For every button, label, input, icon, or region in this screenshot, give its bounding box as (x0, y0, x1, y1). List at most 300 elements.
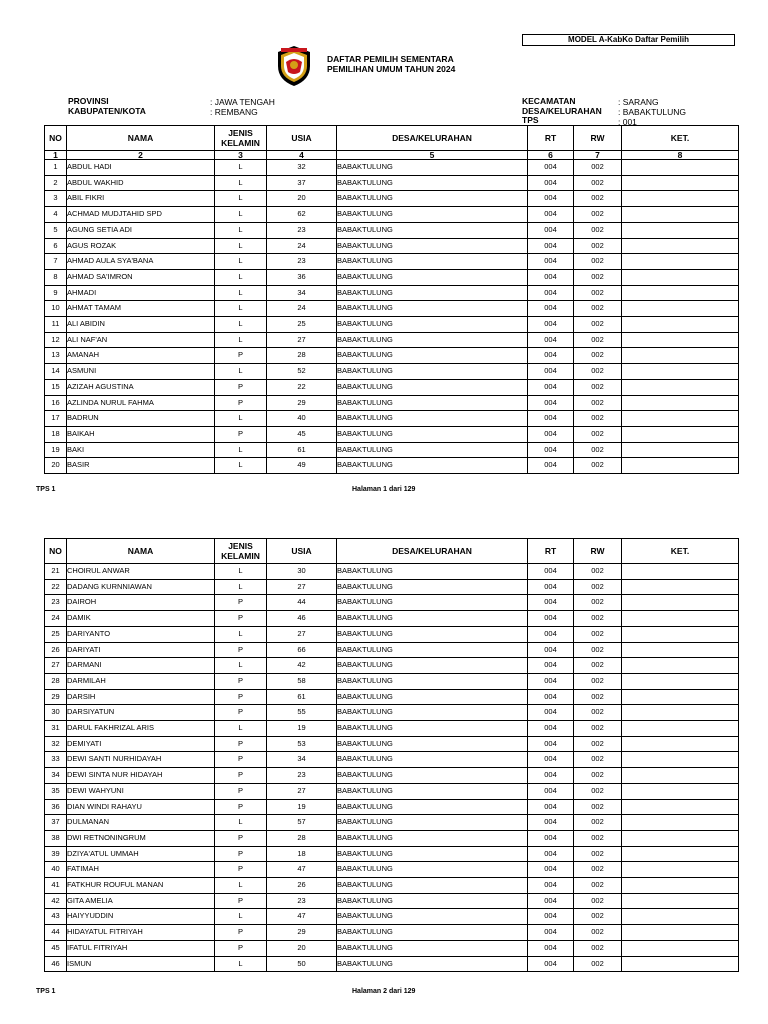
cell-no: 16 (45, 395, 67, 411)
cell-usia: 20 (267, 191, 337, 207)
cell-nama: DARIYATI (67, 642, 215, 658)
footer-page-number: Halaman 2 dari 129 (352, 988, 416, 995)
cell-rt: 004 (528, 705, 574, 721)
col-jenis-kelamin: JENIS KELAMIN (215, 539, 267, 564)
cell-jenis-kelamin: L (215, 332, 267, 348)
cell-jenis-kelamin: P (215, 595, 267, 611)
cell-rw: 002 (574, 191, 622, 207)
cell-rw: 002 (574, 956, 622, 972)
cell-nama: DAIROH (67, 595, 215, 611)
cell-desa: BABAKTULUNG (337, 348, 528, 364)
cell-ket (622, 411, 739, 427)
cell-no: 43 (45, 909, 67, 925)
col-rw: RW (574, 126, 622, 151)
table-row (45, 642, 739, 658)
table-row (45, 705, 739, 721)
cell-rt: 004 (528, 658, 574, 674)
cell-rw: 002 (574, 348, 622, 364)
cell-no: 21 (45, 564, 67, 580)
cell-desa: BABAKTULUNG (337, 878, 528, 894)
cell-rw: 002 (574, 893, 622, 909)
cell-rt: 004 (528, 736, 574, 752)
cell-rw: 002 (574, 395, 622, 411)
cell-ket (622, 175, 739, 191)
cell-rt: 004 (528, 940, 574, 956)
footer-page-number: Halaman 1 dari 129 (352, 486, 416, 493)
cell-jenis-kelamin: L (215, 878, 267, 894)
cell-usia: 18 (267, 846, 337, 862)
cell-no: 44 (45, 925, 67, 941)
cell-rw: 002 (574, 458, 622, 474)
cell-desa: BABAKTULUNG (337, 595, 528, 611)
cell-rt: 004 (528, 442, 574, 458)
table-row (45, 878, 739, 894)
cell-usia: 52 (267, 364, 337, 380)
table-row (45, 426, 739, 442)
cell-usia: 23 (267, 768, 337, 784)
cell-ket (622, 564, 739, 580)
cell-rt: 004 (528, 254, 574, 270)
cell-usia: 29 (267, 395, 337, 411)
cell-desa: BABAKTULUNG (337, 269, 528, 285)
cell-jenis-kelamin: L (215, 956, 267, 972)
col-usia: USIA (267, 539, 337, 564)
table-row (45, 160, 739, 176)
cell-rt: 004 (528, 862, 574, 878)
table-header-row (45, 539, 739, 564)
cell-no: 23 (45, 595, 67, 611)
cell-jenis-kelamin: P (215, 348, 267, 364)
cell-usia: 19 (267, 721, 337, 737)
col-ket: KET. (622, 539, 739, 564)
cell-usia: 20 (267, 940, 337, 956)
cell-ket (622, 783, 739, 799)
provinsi-value: : JAWA TENGAH (210, 97, 275, 107)
table-row (45, 673, 739, 689)
cell-no: 26 (45, 642, 67, 658)
cell-nama: AHMAT TAMAM (67, 301, 215, 317)
cell-rw: 002 (574, 426, 622, 442)
cell-rt: 004 (528, 768, 574, 784)
col-no: NO (45, 539, 67, 564)
cell-nama: AGUS ROZAK (67, 238, 215, 254)
table-row (45, 909, 739, 925)
cell-desa: BABAKTULUNG (337, 752, 528, 768)
cell-ket (622, 830, 739, 846)
cell-desa: BABAKTULUNG (337, 442, 528, 458)
cell-no: 45 (45, 940, 67, 956)
cell-nama: ACHMAD MUDJTAHID SPD (67, 207, 215, 223)
table-row (45, 940, 739, 956)
cell-nama: HIDAYATUL FITRIYAH (67, 925, 215, 941)
col-number: 2 (67, 151, 215, 160)
cell-ket (622, 442, 739, 458)
cell-no: 2 (45, 175, 67, 191)
table-row (45, 752, 739, 768)
cell-desa: BABAKTULUNG (337, 642, 528, 658)
cell-no: 27 (45, 658, 67, 674)
cell-desa: BABAKTULUNG (337, 564, 528, 580)
col-desa: DESA/KELURAHAN (337, 539, 528, 564)
cell-usia: 62 (267, 207, 337, 223)
cell-rw: 002 (574, 626, 622, 642)
cell-no: 22 (45, 579, 67, 595)
cell-nama: DARIYANTO (67, 626, 215, 642)
cell-rt: 004 (528, 175, 574, 191)
table-row (45, 348, 739, 364)
cell-ket (622, 191, 739, 207)
table-row (45, 689, 739, 705)
cell-nama: DWI RETNONINGRUM (67, 830, 215, 846)
cell-no: 7 (45, 254, 67, 270)
cell-usia: 29 (267, 925, 337, 941)
cell-ket (622, 238, 739, 254)
cell-rt: 004 (528, 673, 574, 689)
cell-nama: ABIL FIKRI (67, 191, 215, 207)
table-row (45, 317, 739, 333)
cell-rw: 002 (574, 878, 622, 894)
cell-no: 38 (45, 830, 67, 846)
cell-jenis-kelamin: P (215, 752, 267, 768)
cell-nama: AHMAD SA'IMRON (67, 269, 215, 285)
cell-ket (622, 269, 739, 285)
col-number: 8 (622, 151, 739, 160)
cell-usia: 22 (267, 379, 337, 395)
table-row (45, 285, 739, 301)
kecamatan-label: KECAMATAN (522, 96, 576, 106)
cell-usia: 19 (267, 799, 337, 815)
cell-usia: 58 (267, 673, 337, 689)
cell-rw: 002 (574, 815, 622, 831)
cell-desa: BABAKTULUNG (337, 191, 528, 207)
cell-rt: 004 (528, 411, 574, 427)
cell-no: 42 (45, 893, 67, 909)
cell-nama: AMANAH (67, 348, 215, 364)
cell-rt: 004 (528, 579, 574, 595)
cell-ket (622, 285, 739, 301)
col-number: 4 (267, 151, 337, 160)
kabupaten-value: : REMBANG (210, 107, 258, 117)
cell-ket (622, 846, 739, 862)
table-row (45, 269, 739, 285)
cell-nama: DULMANAN (67, 815, 215, 831)
cell-rt: 004 (528, 301, 574, 317)
cell-rt: 004 (528, 426, 574, 442)
cell-nama: GITA AMELIA (67, 893, 215, 909)
cell-rt: 004 (528, 222, 574, 238)
col-number: 5 (337, 151, 528, 160)
cell-desa: BABAKTULUNG (337, 830, 528, 846)
cell-jenis-kelamin: L (215, 207, 267, 223)
cell-desa: BABAKTULUNG (337, 893, 528, 909)
cell-rw: 002 (574, 611, 622, 627)
cell-no: 46 (45, 956, 67, 972)
cell-usia: 42 (267, 658, 337, 674)
cell-no: 36 (45, 799, 67, 815)
cell-nama: DEWI WAHYUNI (67, 783, 215, 799)
cell-rt: 004 (528, 191, 574, 207)
cell-usia: 53 (267, 736, 337, 752)
cell-ket (622, 940, 739, 956)
col-number: 6 (528, 151, 574, 160)
tps-value: : 001 (618, 117, 637, 127)
cell-ket (622, 348, 739, 364)
cell-rt: 004 (528, 458, 574, 474)
cell-jenis-kelamin: L (215, 301, 267, 317)
cell-desa: BABAKTULUNG (337, 862, 528, 878)
cell-no: 29 (45, 689, 67, 705)
col-rt: RT (528, 539, 574, 564)
cell-jenis-kelamin: P (215, 862, 267, 878)
cell-ket (622, 611, 739, 627)
cell-desa: BABAKTULUNG (337, 301, 528, 317)
cell-usia: 40 (267, 411, 337, 427)
cell-usia: 44 (267, 595, 337, 611)
cell-jenis-kelamin: P (215, 689, 267, 705)
cell-rw: 002 (574, 830, 622, 846)
cell-nama: DAMIK (67, 611, 215, 627)
cell-rt: 004 (528, 611, 574, 627)
cell-rw: 002 (574, 689, 622, 705)
cell-usia: 27 (267, 626, 337, 642)
cell-nama: DADANG KURNNIAWAN (67, 579, 215, 595)
table-row (45, 783, 739, 799)
cell-nama: AZLINDA NURUL FAHMA (67, 395, 215, 411)
cell-desa: BABAKTULUNG (337, 689, 528, 705)
cell-ket (622, 768, 739, 784)
cell-nama: ISMUN (67, 956, 215, 972)
cell-no: 35 (45, 783, 67, 799)
table-row (45, 893, 739, 909)
cell-usia: 30 (267, 564, 337, 580)
cell-jenis-kelamin: L (215, 238, 267, 254)
kabupaten-label: KABUPATEN/KOTA (68, 106, 146, 116)
cell-jenis-kelamin: P (215, 642, 267, 658)
col-number: 7 (574, 151, 622, 160)
table-row (45, 207, 739, 223)
cell-rw: 002 (574, 269, 622, 285)
cell-desa: BABAKTULUNG (337, 815, 528, 831)
voter-table-page-2 (44, 538, 739, 972)
cell-usia: 28 (267, 348, 337, 364)
cell-ket (622, 736, 739, 752)
col-rt: RT (528, 126, 574, 151)
cell-jenis-kelamin: P (215, 830, 267, 846)
cell-desa: BABAKTULUNG (337, 783, 528, 799)
cell-rt: 004 (528, 207, 574, 223)
cell-usia: 25 (267, 317, 337, 333)
cell-nama: ALI NAF'AN (67, 332, 215, 348)
cell-usia: 27 (267, 783, 337, 799)
cell-usia: 27 (267, 579, 337, 595)
cell-nama: BASIR (67, 458, 215, 474)
cell-usia: 45 (267, 426, 337, 442)
cell-usia: 23 (267, 254, 337, 270)
cell-ket (622, 222, 739, 238)
cell-desa: BABAKTULUNG (337, 317, 528, 333)
cell-ket (622, 395, 739, 411)
cell-desa: BABAKTULUNG (337, 458, 528, 474)
table-row (45, 579, 739, 595)
cell-desa: BABAKTULUNG (337, 925, 528, 941)
cell-no: 25 (45, 626, 67, 642)
table-row (45, 956, 739, 972)
table-row (45, 411, 739, 427)
cell-rw: 002 (574, 909, 622, 925)
col-number: 1 (45, 151, 67, 160)
cell-rw: 002 (574, 768, 622, 784)
cell-rt: 004 (528, 160, 574, 176)
cell-ket (622, 721, 739, 737)
cell-jenis-kelamin: P (215, 673, 267, 689)
cell-ket (622, 458, 739, 474)
cell-desa: BABAKTULUNG (337, 426, 528, 442)
cell-desa: BABAKTULUNG (337, 799, 528, 815)
cell-jenis-kelamin: P (215, 611, 267, 627)
cell-rt: 004 (528, 595, 574, 611)
cell-no: 17 (45, 411, 67, 427)
cell-no: 1 (45, 160, 67, 176)
cell-jenis-kelamin: L (215, 458, 267, 474)
cell-rt: 004 (528, 752, 574, 768)
cell-ket (622, 626, 739, 642)
cell-rw: 002 (574, 411, 622, 427)
cell-rw: 002 (574, 579, 622, 595)
table-row (45, 626, 739, 642)
cell-no: 12 (45, 332, 67, 348)
cell-jenis-kelamin: L (215, 564, 267, 580)
table-row (45, 222, 739, 238)
cell-jenis-kelamin: L (215, 222, 267, 238)
cell-no: 41 (45, 878, 67, 894)
cell-jenis-kelamin: L (215, 626, 267, 642)
cell-rt: 004 (528, 925, 574, 941)
table-row (45, 254, 739, 270)
cell-jenis-kelamin: L (215, 269, 267, 285)
table-row (45, 458, 739, 474)
cell-jenis-kelamin: L (215, 411, 267, 427)
cell-ket (622, 379, 739, 395)
cell-rt: 004 (528, 364, 574, 380)
cell-rt: 004 (528, 721, 574, 737)
cell-desa: BABAKTULUNG (337, 254, 528, 270)
cell-rt: 004 (528, 689, 574, 705)
cell-no: 8 (45, 269, 67, 285)
cell-jenis-kelamin: L (215, 579, 267, 595)
cell-rt: 004 (528, 269, 574, 285)
cell-jenis-kelamin: P (215, 925, 267, 941)
cell-desa: BABAKTULUNG (337, 956, 528, 972)
cell-no: 3 (45, 191, 67, 207)
cell-desa: BABAKTULUNG (337, 160, 528, 176)
cell-rw: 002 (574, 658, 622, 674)
cell-no: 39 (45, 846, 67, 862)
cell-rt: 004 (528, 799, 574, 815)
cell-desa: BABAKTULUNG (337, 940, 528, 956)
cell-no: 18 (45, 426, 67, 442)
cell-ket (622, 925, 739, 941)
cell-jenis-kelamin: P (215, 426, 267, 442)
cell-rw: 002 (574, 442, 622, 458)
cell-rw: 002 (574, 175, 622, 191)
cell-usia: 47 (267, 862, 337, 878)
cell-usia: 49 (267, 458, 337, 474)
cell-ket (622, 673, 739, 689)
col-number: 3 (215, 151, 267, 160)
cell-no: 24 (45, 611, 67, 627)
cell-usia: 36 (267, 269, 337, 285)
cell-rw: 002 (574, 317, 622, 333)
cell-usia: 23 (267, 893, 337, 909)
cell-nama: FATKHUR ROUFUL MANAN (67, 878, 215, 894)
cell-nama: BADRUN (67, 411, 215, 427)
cell-rt: 004 (528, 956, 574, 972)
cell-nama: DARSIH (67, 689, 215, 705)
cell-usia: 55 (267, 705, 337, 721)
cell-desa: BABAKTULUNG (337, 395, 528, 411)
cell-ket (622, 658, 739, 674)
table-row (45, 564, 739, 580)
model-label: MODEL A-KabKo Daftar Pemilih (522, 34, 735, 46)
cell-rw: 002 (574, 564, 622, 580)
cell-ket (622, 862, 739, 878)
cell-ket (622, 956, 739, 972)
table-row (45, 721, 739, 737)
cell-ket (622, 893, 739, 909)
table-row (45, 238, 739, 254)
cell-jenis-kelamin: L (215, 175, 267, 191)
cell-jenis-kelamin: P (215, 846, 267, 862)
cell-jenis-kelamin: L (215, 160, 267, 176)
cell-usia: 46 (267, 611, 337, 627)
col-nama: NAMA (67, 126, 215, 151)
cell-desa: BABAKTULUNG (337, 379, 528, 395)
cell-rt: 004 (528, 815, 574, 831)
cell-rw: 002 (574, 721, 622, 737)
cell-rw: 002 (574, 925, 622, 941)
cell-usia: 27 (267, 332, 337, 348)
cell-rt: 004 (528, 285, 574, 301)
provinsi-label: PROVINSI (68, 96, 109, 106)
cell-rt: 004 (528, 878, 574, 894)
cell-rw: 002 (574, 207, 622, 223)
cell-rt: 004 (528, 395, 574, 411)
cell-rw: 002 (574, 285, 622, 301)
cell-desa: BABAKTULUNG (337, 721, 528, 737)
cell-nama: BAKI (67, 442, 215, 458)
cell-jenis-kelamin: L (215, 285, 267, 301)
cell-no: 40 (45, 862, 67, 878)
desa-value: : BABAKTULUNG (618, 107, 687, 117)
cell-ket (622, 364, 739, 380)
cell-usia: 34 (267, 752, 337, 768)
cell-no: 14 (45, 364, 67, 380)
table-row (45, 925, 739, 941)
cell-jenis-kelamin: P (215, 783, 267, 799)
cell-ket (622, 815, 739, 831)
cell-jenis-kelamin: P (215, 940, 267, 956)
cell-ket (622, 317, 739, 333)
cell-jenis-kelamin: L (215, 721, 267, 737)
cell-desa: BABAKTULUNG (337, 705, 528, 721)
cell-rw: 002 (574, 846, 622, 862)
cell-usia: 23 (267, 222, 337, 238)
cell-rt: 004 (528, 332, 574, 348)
col-ket: KET. (622, 126, 739, 151)
cell-desa: BABAKTULUNG (337, 238, 528, 254)
cell-nama: DARUL FAKHRIZAL ARIS (67, 721, 215, 737)
cell-rt: 004 (528, 348, 574, 364)
